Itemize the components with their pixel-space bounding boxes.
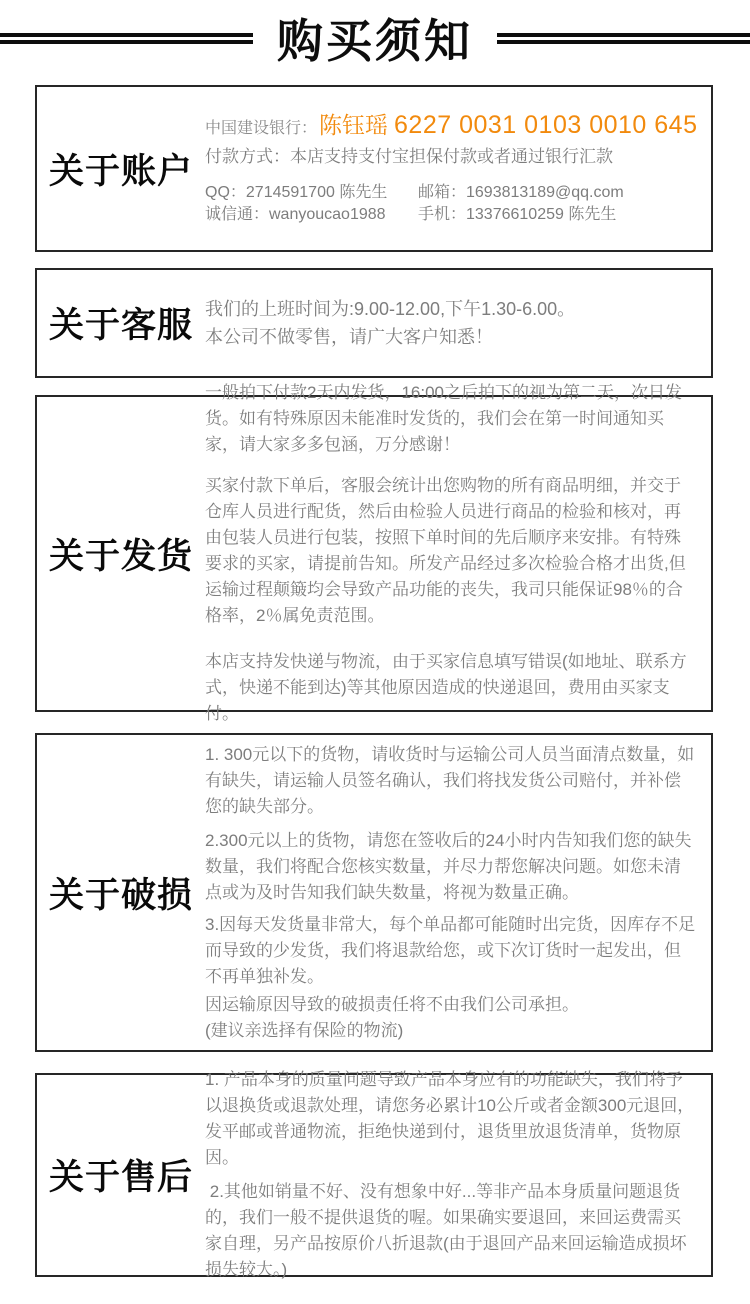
- bank-account-line: [205, 112, 697, 142]
- contact-trustpass: 诚信通：wanyoucao1988: [205, 205, 386, 223]
- contact-mobile: 手机：13376610259 陈先生: [418, 205, 617, 223]
- service-retail-line: 本公司不做零售，请广大客户知悉！: [205, 327, 493, 347]
- section-account-label: 关于账户: [48, 151, 193, 191]
- damage-insurance-suggestion: (建议亲选择有保险的物流): [205, 1020, 404, 1040]
- shipping-paragraph: 本店支持发快递与物流，由于买家信息填写错误(如地址、联系方式，快递不能到达)等其他原因造成的快递退回，费用由买家支付。: [205, 652, 687, 723]
- aftersale-paragraph: 1. 产品本身的质量问题导致产品本身应有的功能缺失，我们将予以退换货或退款处理，请您务必累计10公斤或者金额300元退回，发平邮或普通物流，拒绝快递到付，退货里放退货清单，货物原因。: [205, 1070, 695, 1167]
- section-shipping-label: 关于发货: [48, 536, 193, 576]
- damage-paragraph: 3.因每天发货量非常大，每个单品都可能随时出完货，因库存不足而导致的少发货，我们将退款给您，或下次订货时一起发出，但不再单独补发。: [205, 914, 696, 986]
- section-damage-label: 关于破损: [48, 875, 193, 915]
- section-damage-content: [205, 735, 711, 1050]
- bank-account-number: 6227 0031 0103 0010 645: [394, 110, 698, 139]
- header-rule-left: [0, 33, 253, 44]
- section-aftersale: [35, 1070, 713, 1279]
- section-shipping-content: [205, 383, 711, 723]
- section-account: [35, 85, 713, 252]
- section-service-label: 关于客服: [48, 306, 193, 345]
- payment-method-line: 付款方式：本店支持支付宝担保付款或者通过银行汇款: [205, 146, 613, 166]
- service-hours-line: 我们的上班时间为:9.00-12.00,下午1.30-6.00。: [205, 299, 576, 319]
- shipping-paragraph: 一般拍下付款2天内发货，16:00之后拍下的视为第二天，次日发货。如有特殊原因未能准时发货的，我们会在第一时间通知买家，请大家多多包涵，万分感谢！: [205, 383, 682, 454]
- section-damage: [35, 733, 713, 1052]
- page-title: 购买须知: [277, 15, 473, 67]
- section-shipping: [35, 383, 713, 723]
- section-account-content: [205, 87, 711, 250]
- damage-paragraph: 2.300元以上的货物，请您在签收后的24小时内告知我们您的缺失数量，我们将配合您核实数量，并尽力帮您解决问题。如您未清点或为及时告知我们缺失数量，将视为数量正确。: [205, 830, 692, 902]
- section-service-content: [205, 270, 711, 376]
- page-header: [0, 0, 750, 76]
- aftersale-paragraph: 2.其他如销量不好、没有想象中好...等非产品本身质量问题退货的，我们一般不提供退货的喔。如果确实要退回，来回运费需买家自理，另产品按原价八折退款(由于退回产品来回运输造成损坏损失较大。): [205, 1182, 687, 1279]
- contact-qq: QQ：2714591700 陈先生: [205, 183, 388, 201]
- section-aftersale-label: 关于售后: [48, 1158, 193, 1197]
- damage-liability-note: 因运输原因导致的破损责任将不由我们公司承担。: [205, 994, 579, 1014]
- contact-info-grid: [205, 182, 697, 226]
- section-aftersale-content: [205, 1070, 711, 1279]
- contact-email: 邮箱：1693813189@qq.com: [418, 183, 624, 201]
- header-rule-right: [497, 33, 750, 44]
- section-service: [35, 268, 713, 378]
- bank-account-holder: 陈钰瑶: [319, 111, 389, 138]
- damage-paragraph: 1. 300元以下的货物，请收货时与运输公司人员当面清点数量，如有缺失，请运输人员签名确认，我们将找发货公司赔付，并补偿您的缺失部分。: [205, 744, 695, 816]
- shipping-paragraph: 买家付款下单后，客服会统计出您购物的所有商品明细，并交于仓库人员进行配货，然后由检验人员进行商品的检验和核对，再由包装人员进行包装，按照下单时间的先后顺序来安排。有特殊要求的买家，请提前告知。所发产品经过多次检验合格才出货,但运输过程颠簸均会导致产品功能的丧失，我司只能保证98％的合格率，2％属免责范围。: [205, 476, 686, 625]
- bank-name: 中国建设银行：: [205, 119, 318, 137]
